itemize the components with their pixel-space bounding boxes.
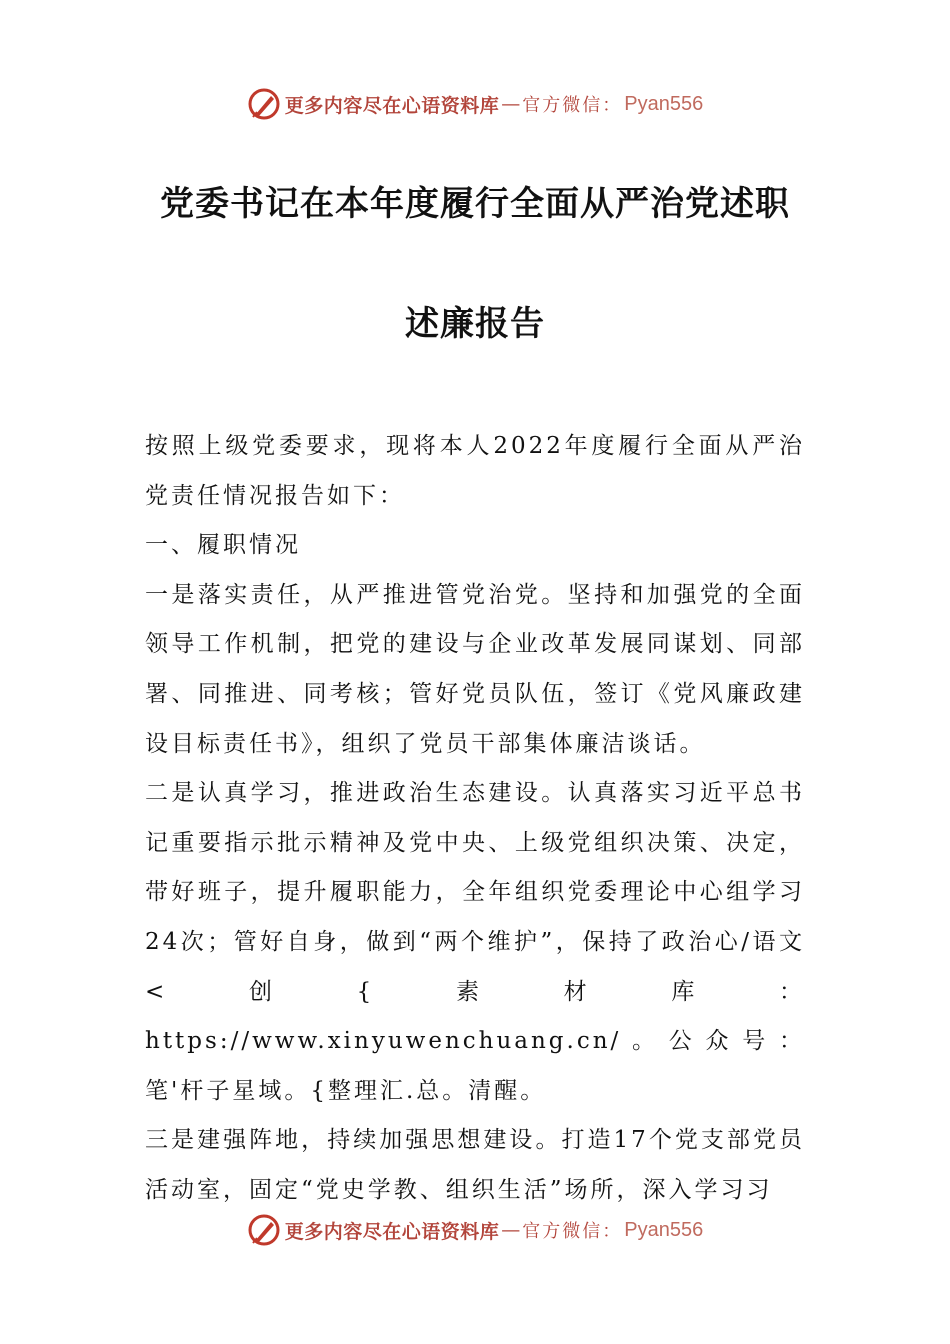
- banner-wechat-id: Pyan556: [624, 92, 704, 115]
- footer-watermark-banner: [0, 1210, 950, 1250]
- banner-site-text: 更多内容尽在心语资料库: [284, 1220, 500, 1243]
- paragraph-point-3: 三是建强阵地，持续加强思想建设。打造17个党支部党员活动室，固定“党史学教、组织生活”场所，深入学习习: [145, 1127, 805, 1203]
- paragraph-point-1: 一是落实责任，从严推进管党治党。坚持和加强党的全面领导工作机制，把党的建设与企业改革发展同谋划、同部署、同推进、同考核；管好党员队伍，签订《党风廉政建设目标责任书》，组织了党员干部集体廉洁谈话。: [145, 581, 805, 757]
- quill-logo-icon: [247, 87, 281, 121]
- banner-site-text: 更多内容尽在心语资料库: [284, 94, 500, 117]
- banner-wechat-id: Pyan556: [624, 1218, 704, 1241]
- quill-logo-icon: [247, 1213, 281, 1247]
- paragraph-section-heading: 一、履职情况: [145, 532, 301, 559]
- header-watermark-banner: [0, 84, 950, 124]
- document-title-line-1: 党委书记在本年度履行全面从严治党述职: [160, 184, 790, 224]
- banner-wechat-label: 官方微信：: [522, 1221, 623, 1242]
- paragraph-intro: 按照上级党委要求，现将本人2022年度履行全面从严治党责任情况报告如下：: [145, 433, 805, 509]
- document-title-line-2: 述廉报告: [405, 304, 545, 344]
- banner-dash: —: [501, 93, 521, 115]
- banner-wechat-label: 官方微信：: [522, 95, 623, 116]
- banner-dash: —: [501, 1219, 521, 1241]
- paragraph-point-2: 二是认真学习，推进政治生态建设。认真落实习近平总书记重要指示批示精神及党中央、上级党组织决策、决定，带好班子，提升履职能力，全年组织党委理论中心组学习24次；管好自身，做到“两个维护”，保持了政治心/语文<创{素材库：https://www.xinyuwenchuang.cn/。公众号：笔'杆子星域。{整理汇.总。清醒。: [145, 780, 805, 1104]
- document-body: [145, 422, 805, 1216]
